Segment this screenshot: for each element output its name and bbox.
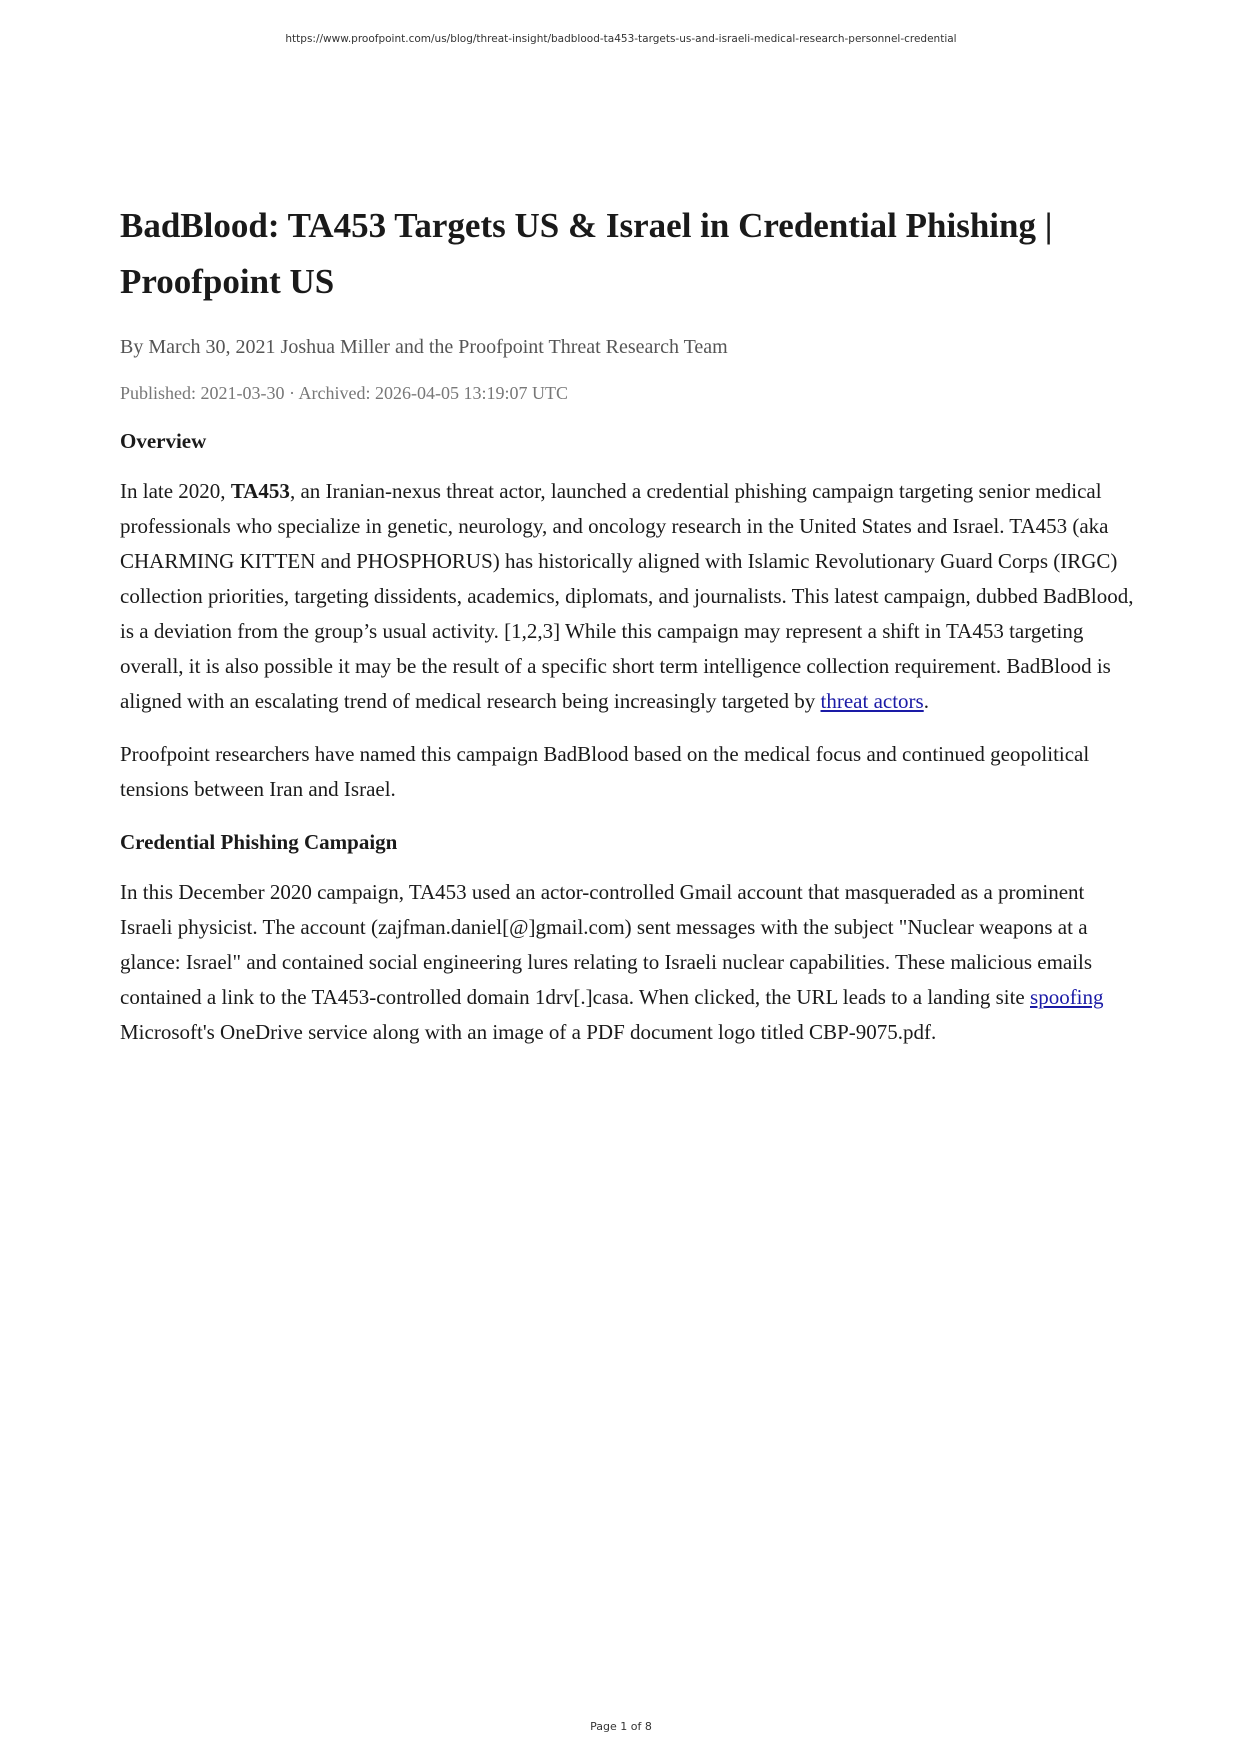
threat-actors-link[interactable]: threat actors <box>820 689 924 713</box>
published-date: Published: 2021-03-30 · Archived: 2026-04-05 13:19:07 UTC <box>120 383 568 403</box>
campaign-paragraph-1 <box>120 875 1140 1050</box>
campaign-text-end: Microsoft's OneDrive service along with an image of a PDF document logo titled CBP-9075.pdf. <box>120 1020 937 1044</box>
page-title: BadBlood: TA453 Targets US & Israel in Credential Phishing | Proofpoint US <box>120 206 1053 301</box>
overview-paragraph-1 <box>120 474 1140 719</box>
page-number: Page 1 of 8 <box>590 1720 652 1733</box>
campaign-heading: Credential Phishing Campaign <box>120 830 398 854</box>
overview-text-end: . <box>923 689 929 713</box>
ta453-bold: TA453 <box>230 479 290 503</box>
overview-paragraph-2: Proofpoint researchers have named this campaign BadBlood based on the medical focus and continued geopolitical tensions between Iran and Israel. <box>120 742 1090 801</box>
byline: By March 30, 2021 Joshua Miller and the Proofpoint Threat Research Team <box>120 336 728 358</box>
overview-text-start: In late 2020, <box>120 479 231 503</box>
spoofing-link[interactable]: spoofing <box>1030 985 1104 1009</box>
overview-text-body: , an Iranian-nexus threat actor, launched a credential phishing campaign targeting senior medical professionals who specialize in genetic, neurology, and oncology research in the United States and Israel. TA453 (aka CHARMING KITTEN and PHOSPHORUS) has historically aligned with Islamic Revolutionary Guard Corps (IRGC) collection priorities, targeting dissidents, academics, diplomats, and journalists. This latest campaign, dubbed BadBlood, is a deviation from the group’s usual activity. [1,2,3] While this campaign may represent a shift in TA453 targeting overall, it is also possible it may be the result of a specific short term intelligence collection requirement. BadBlood is aligned with an escalating trend of medical research being increasingly targeted by <box>120 479 1134 713</box>
page-url: https://www.proofpoint.com/us/blog/threat-insight/badblood-ta453-targets-us-and-israeli-medical-research-personnel-credential <box>285 33 957 45</box>
campaign-text-start: In this December 2020 campaign, TA453 used an actor-controlled Gmail account that masqueraded as a prominent Israeli physicist. The account (zajfman.daniel[@]gmail.com) sent messages with the subject "Nuclear weapons at a glance: Israel" and contained social engineering lures relating to Israeli nuclear capabilities. These malicious emails contained a link to the TA453-controlled domain 1drv[.]casa. When clicked, the URL leads to a landing site <box>120 880 1093 1009</box>
article <box>120 198 1140 1050</box>
overview-heading: Overview <box>120 429 207 453</box>
